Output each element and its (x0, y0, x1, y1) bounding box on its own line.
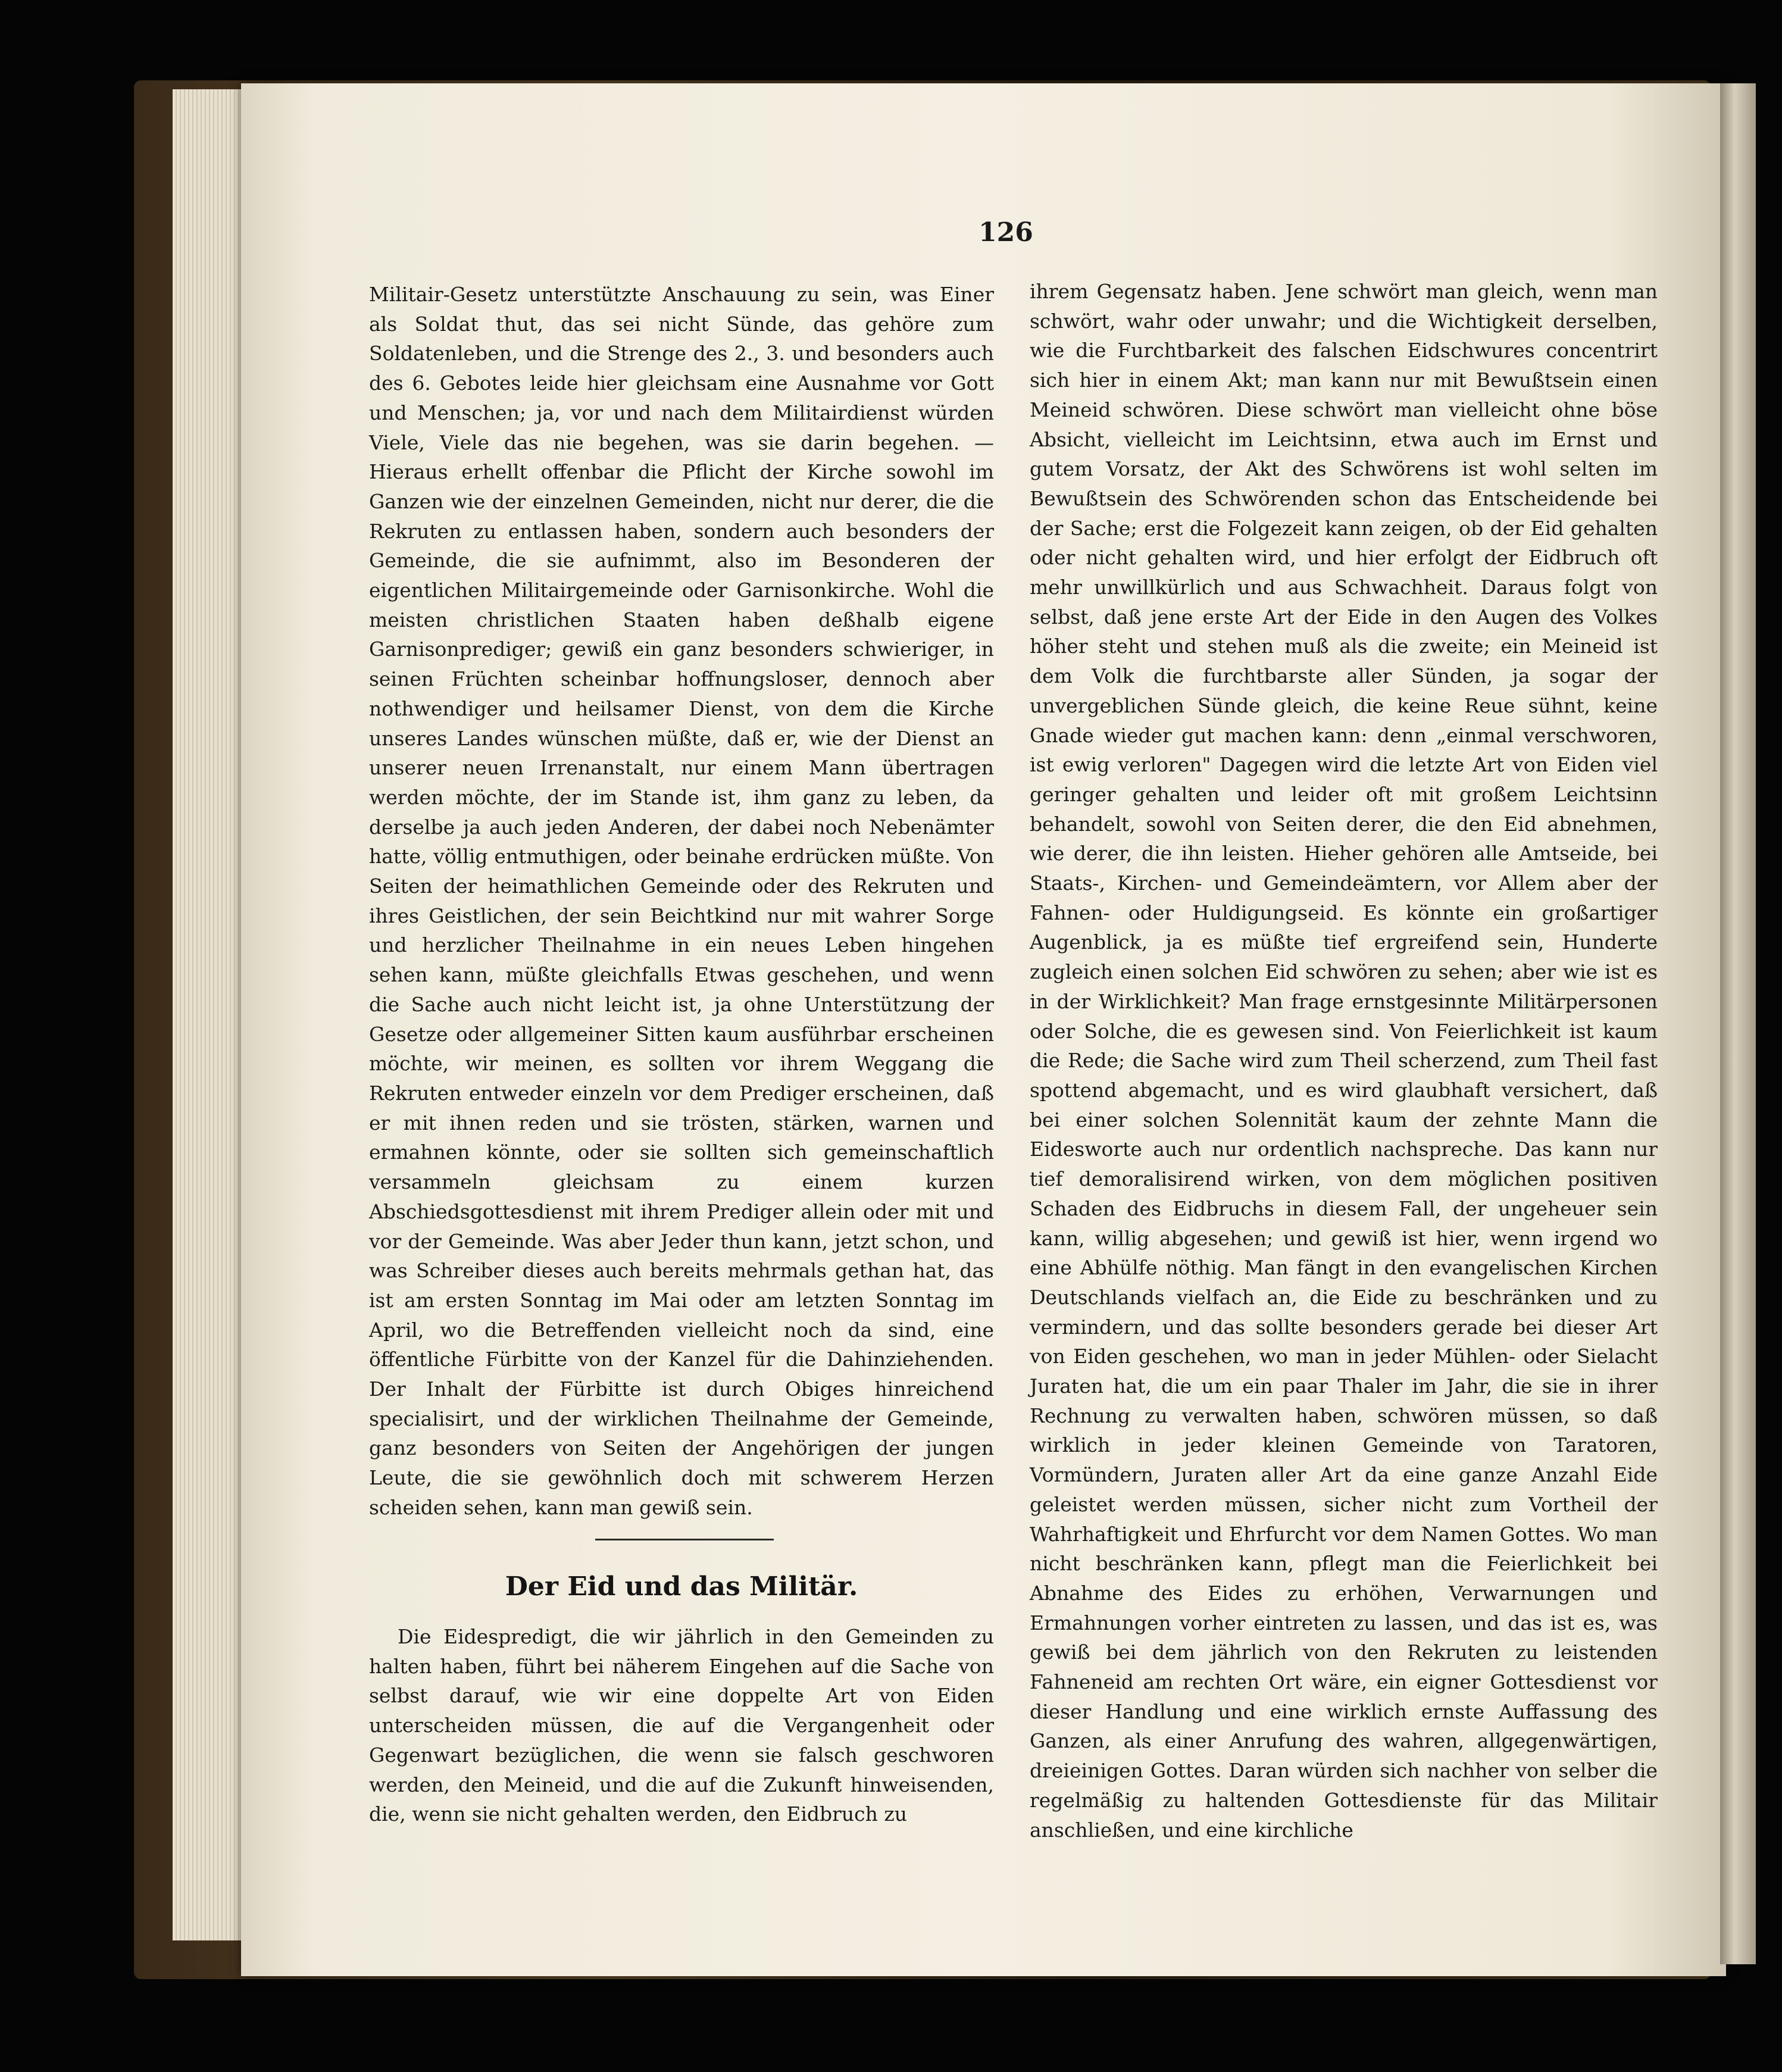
section-divider (595, 1539, 774, 1540)
page-stack-edge (173, 89, 250, 1940)
left-column-top (369, 280, 994, 1523)
paragraph: Die Eidespredigt, die wir jährlich in den Gemeinden zu halten haben, führt bei näherem Eingehen auf die Sache von selbst darauf, wie wir eine doppelte Art von Eiden unterscheiden müssen, die auf die Vergangenheit oder Gegenwart bezüglichen, die wenn sie falsch geschworen werden, den Meineid, und die auf die Zukunft hinweisenden, die, wenn sie nicht gehalten werden, den Eidbruch zu (369, 1625, 994, 1826)
left-column-bottom (369, 1622, 994, 1829)
right-page-edge (1720, 83, 1756, 1964)
section-heading: Der Eid und das Militär. (505, 1571, 858, 1602)
page-number: 126 (978, 217, 1033, 248)
right-column (1030, 277, 1658, 1845)
paragraph: Militair-Gesetz unterstützte Anschauung zu sein, was Einer als Soldat thut, das sei nicht Sünde, das gehöre zum Soldatenleben, und die Strenge des 2., 3. und besonders auch des 6. Gebotes leide hier gleichsam eine Ausnahme vor Gott und Menschen; ja, vor und nach dem Militairdienst würden Viele, Viele das nie begehen, was sie darin begehen. — Hieraus erhellt offenbar die Pflicht der Kirche sowohl im Ganzen wie der einzelnen Gemeinden, nicht nur derer, die die Rekruten zu entlassen haben, sondern auch besonders der Gemeinde, die sie aufnimmt, also im Besonderen der eigentlichen Militairgemeinde oder Garnisonkirche. Wohl die meisten christlichen Staaten haben deßhalb eigene Garnisonprediger; gewiß ein ganz besonders schwieriger, in seinen Früchten scheinbar hoffnungsloser, dennoch aber nothwendiger und heilsamer Dienst, von dem die Kirche unseres Landes wünschen müßte, daß er, wie der Dienst an unserer neuen Irrenanstalt, nur einem Mann übertragen werden möchte, der im Stande ist, ihm ganz zu leben, da derselbe ja auch jeden Anderen, der dabei noch Nebenämter hatte, völlig entmuthigen, oder beinahe erdrücken müßte. Von Seiten der heimathlichen Gemeinde oder des Rekruten und ihres Geistlichen, der sein Beichtkind nur mit wahrer Sorge und herzlicher Theilnahme in ein neues Leben hingehen sehen kann, müßte gleichfalls Etwas geschehen, und wenn die Sache auch nicht leicht ist, ja ohne Unterstützung der Gesetze oder allgemeiner Sitten kaum ausführbar erscheinen möchte, wir meinen, es sollten vor ihrem Weggang die Rekruten entweder einzeln vor dem Prediger erscheinen, daß er mit ihnen reden und sie trösten, stärken, warnen und ermahnen könnte, oder sie sollten sich gemeinschaftlich versammeln gleichsam zu einem kurzen Abschiedsgottesdienst mit ihrem Prediger allein oder mit und vor der Gemeinde. Was aber Jeder thun kann, jetzt schon, und was Schreiber dieses auch bereits mehrmals gethan hat, das ist am ersten Sonntag im Mai oder am letzten Sonntag im April, wo die Betreffenden vielleicht noch da sind, eine öffentliche Fürbitte von der Kanzel für die Dahinziehenden. Der Inhalt der Fürbitte ist durch Obiges hinreichend specialisirt, und der wirklichen Theilnahme der Gemeinde, ganz besonders von Seiten der Angehörigen der jungen Leute, die sie gewöhnlich doch mit schwerem Herzen scheiden sehen, kann man gewiß sein. (369, 283, 994, 1519)
paragraph: ihrem Gegensatz haben. Jene schwört man gleich, wenn man schwört, wahr oder unwahr; und die Wichtigkeit derselben, wie die Furchtbarkeit des falschen Eidschwures concentrirt sich hier in einem Akt; man kann nur mit Bewußtsein einen Meineid schwören. Diese schwört man vielleicht ohne böse Absicht, vielleicht im Leichtsinn, etwa auch im Ernst und gutem Vorsatz, der Akt des Schwörens ist wohl selten im Bewußtsein des Schwörenden schon das Entscheidende bei der Sache; erst die Folgezeit kann zeigen, ob der Eid gehalten oder nicht gehalten wird, und hier erfolgt der Eidbruch oft mehr unwillkürlich und aus Schwachheit. Daraus folgt von selbst, daß jene erste Art der Eide in den Augen des Volkes höher steht und stehen muß als die zweite; ein Meineid ist dem Volk die furchtbarste aller Sünden, ja sogar der unvergeblichen Sünde gleich, die keine Reue sühnt, keine Gnade wieder gut machen kann: denn „einmal verschworen, ist ewig verloren" Dagegen wird die letzte Art von Eiden viel geringer gehalten und leider oft mit großem Leichtsinn behandelt, sowohl von Seiten derer, die den Eid abnehmen, wie derer, die ihn leisten. Hieher gehören alle Amtseide, bei Staats-, Kirchen- und Gemeindeämtern, vor Allem aber der Fahnen- oder Huldigungseid. Es könnte ein großartiger Augenblick, ja es müßte tief ergreifend sein, Hunderte zugleich einen solchen Eid schwören zu sehen; aber wie ist es in der Wirklichkeit? Man frage ernstgesinnte Militärpersonen oder Solche, die es gewesen sind. Von Feierlichkeit ist kaum die Rede; die Sache wird zum Theil scherzend, zum Theil fast spottend abgemacht, und es wird glaubhaft versichert, daß bei einer solchen Solennität kaum der zehnte Mann die Eidesworte auch nur ordentlich nachspreche. Das kann nur tief demoralisirend wirken, von dem möglichen positiven Schaden des Eidbruchs in diesem Fall, der ungeheuer sein kann, willig abgesehen; und gewiß ist hier, wenn irgend wo eine Abhülfe nöthig. Man fängt in den evangelischen Kirchen Deutschlands vielfach an, die Eide zu beschränken und zu vermindern, und das sollte besonders gerade bei dieser Art von Eiden geschehen, wo man in jeder Mühlen- oder Sielacht Juraten hat, die um ein paar Thaler im Jahr, die sie in ihrer Rechnung zu verwalten haben, schwören müssen, so daß wirklich in jeder kleinen Gemeinde von Taratoren, Vormündern, Juraten aller Art da eine ganze Anzahl Eide geleistet werden müssen, sicher nicht zum Vortheil der Wahrhaftigkeit und Ehrfurcht vor dem Namen Gottes. Wo man nicht beschränken kann, pflegt man die Feierlichkeit bei Abnahme des Eides zu erhöhen, Verwarnungen und Ermahnungen vorher eintreten zu lassen, und das ist es, was gewiß bei dem jährlich von den Rekruten zu leistenden Fahneneid am rechten Ort wäre, ein eigner Gottesdienst vor dieser Handlung und eine wirklich ernste Auffassung des Ganzen, als einer Anrufung des wahren, allgegenwärtigen, dreieinigen Gottes. Daran würden sich nachher von selber die regelmäßig zu haltenden Gottesdienste für das Militair anschließen, und eine kirchliche (1030, 280, 1658, 1842)
